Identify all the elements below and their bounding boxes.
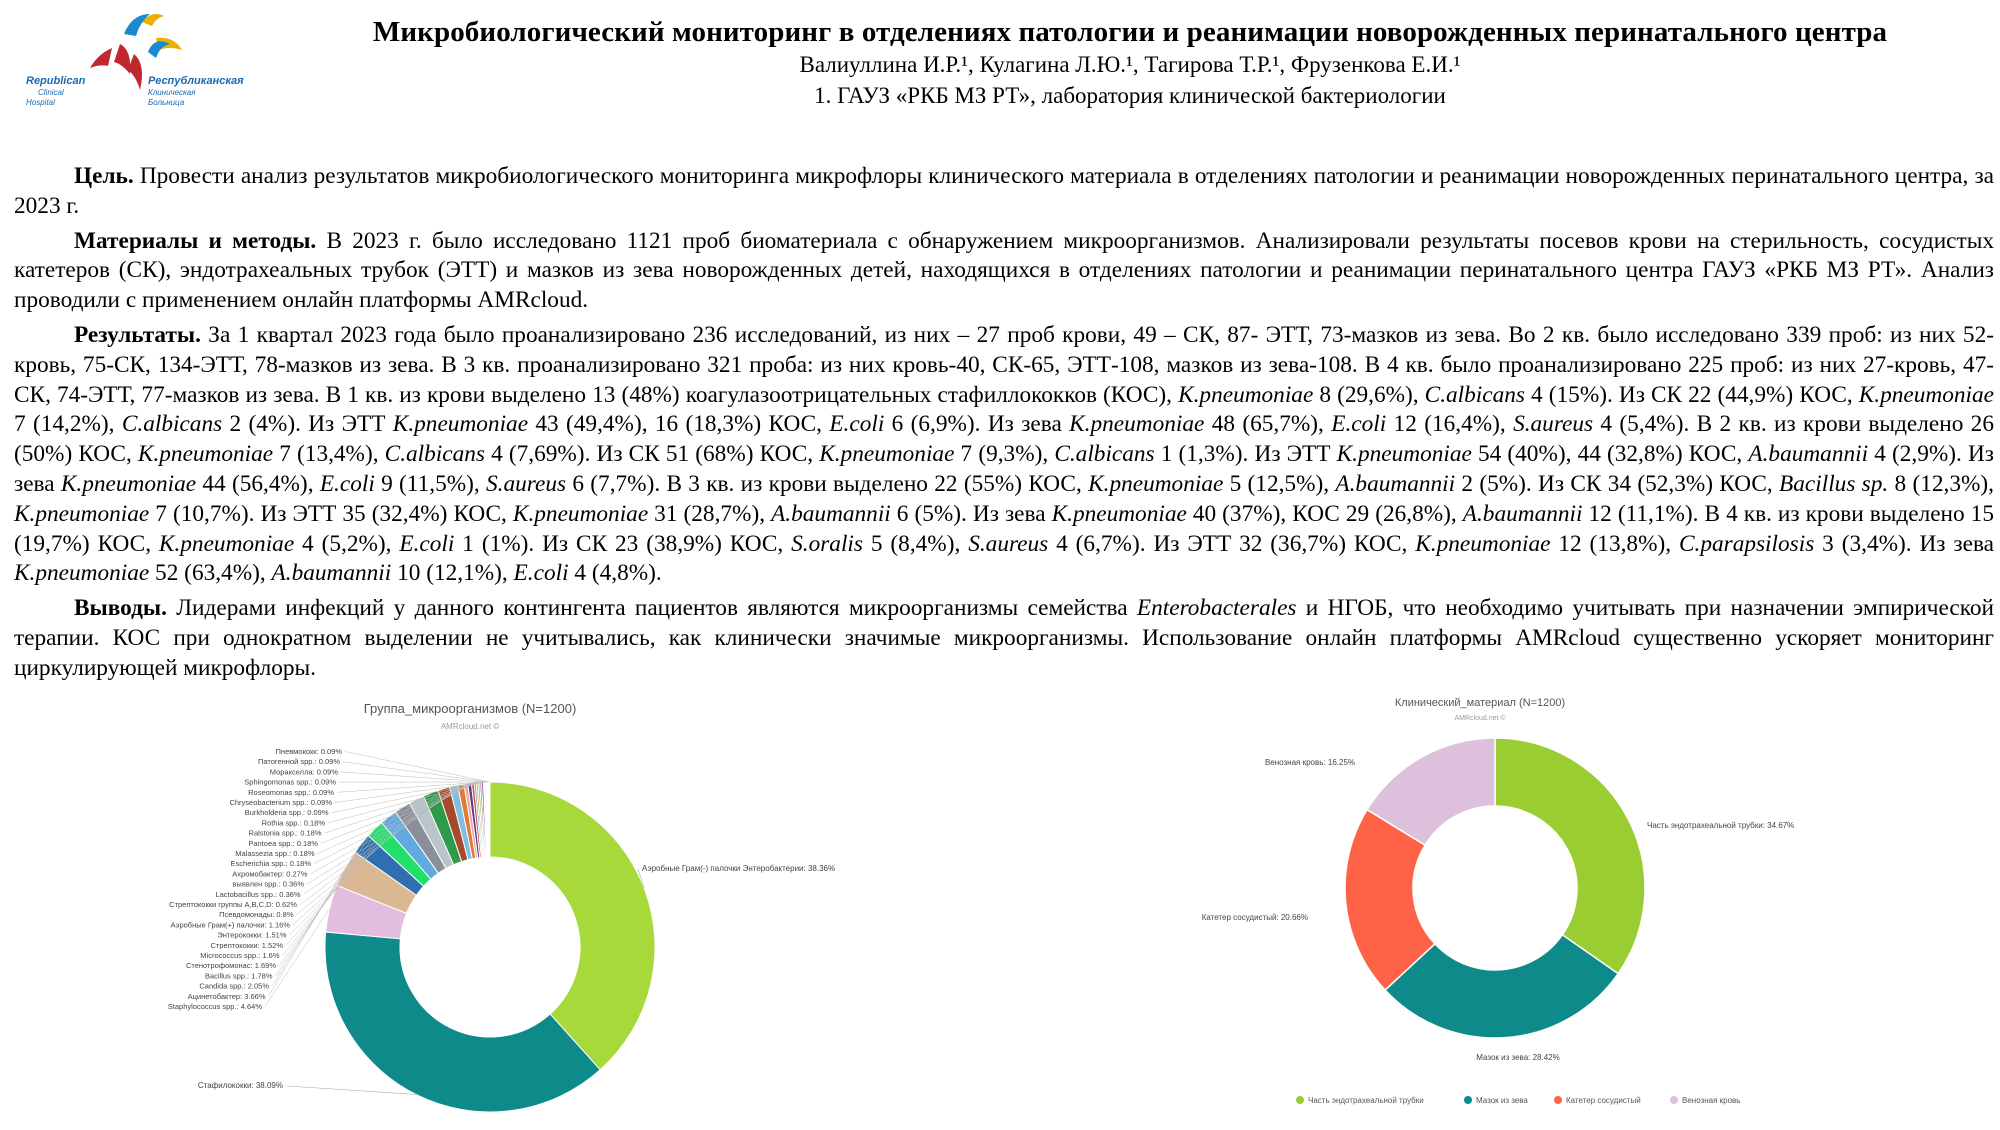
methods-text: В 2023 г. было исследовано 1121 проб биоматериала с обнаружением микроорганизмов. Анализировали результаты посевов крови на стерильность, сосудистых катетеров (СК), эндотрахеальных трубок (ЭТТ) и мазков из зева новорожденных детей, находящихся в отделениях патологии и реанимации перинатального центра ГАУЗ «РКБ МЗ РТ». Анализ проводили с применением онлайн платформы AMRcloud. <box>14 228 1994 314</box>
slice-label: Bacillus spp.: 1.78% <box>205 971 273 980</box>
leader-line <box>343 762 489 782</box>
slice-label: Staphylococcus spp.: 4.64% <box>168 1002 263 1011</box>
legend-swatch <box>1554 1096 1562 1104</box>
species-name: A.baumannii <box>771 501 891 527</box>
text-run: 12 (11,1%). В 4 кв. из крови выделено 15 (19,7%) КОС, <box>14 501 1994 557</box>
slice-label: Malassezia spp.: 0.18% <box>235 849 315 858</box>
slice-label: Стенотрофомонас: 1.69% <box>186 961 276 970</box>
chart-title: Клинический_материал (N=1200) <box>1395 697 1565 709</box>
aim-label: Цель. <box>74 163 134 189</box>
text-run: 1 (1%). Из СК 23 (38,9%) КОС, <box>454 531 791 557</box>
text-run: 9 (11,5%), <box>375 471 486 497</box>
species-name: C.albicans <box>122 411 222 437</box>
text-run: 4 (4,8%). <box>569 560 662 586</box>
slice-label: Sphingomonas spp.: 0.09% <box>244 778 336 787</box>
clinical-material-chart <box>1200 688 1920 1118</box>
logo-text-ru-3: Больница <box>148 98 185 107</box>
slice-label: Rothia spp.: 0.18% <box>262 818 326 827</box>
text-run: 31 (28,7%), <box>648 501 771 527</box>
text-run: 7 (10,7%). Из ЭТТ 35 (32,4%) КОС, <box>149 501 513 527</box>
species-name: A.baumannii <box>1748 441 1868 467</box>
species-name: S.aureus <box>968 531 1048 557</box>
slice-label: Стафилококки: 38.09% <box>198 1081 283 1090</box>
aim-text: Провести анализ результатов микробиологического мониторинга микрофлоры клинического материала в отделениях патологии и реанимации новорожденных перинатального центра, за 2023 г. <box>14 163 1994 219</box>
affiliation: 1. ГАУЗ «РКБ МЗ РТ», лаборатория клинической бактериологии <box>280 80 1980 112</box>
legend-swatch <box>1464 1096 1472 1104</box>
logo-text-en-2: Clinical <box>38 88 64 97</box>
text-run: 12 (13,8%), <box>1550 531 1679 557</box>
species-name: K.pneumoniae <box>61 471 196 497</box>
logo-emblem <box>24 4 254 114</box>
text-run: и НГОБ, что необходимо учитывать при назначении эмпирической терапии. КОС при однократном выделении не учитывались, как клинически значимые микроорганизмы. Использование онлайн платформы AMRcloud существенно ускоряет мониторинг циркулирующей микрофлоры. <box>14 595 1994 681</box>
slice-label: Chryseobacterium spp.: 0.09% <box>229 798 332 807</box>
slice-label: Стрептококки: 1.52% <box>211 941 284 950</box>
text-run: 6 (6,9%). Из зева <box>884 411 1069 437</box>
conclusions-paragraph <box>14 594 1994 683</box>
slice-label: Аэробные Грам(+) палочки: 1.16% <box>170 920 290 929</box>
text-run: Лидерами инфекций у данного контингента пациентов являются микроорганизмы семейства <box>167 595 1137 621</box>
species-name: K.pneumoniae <box>14 560 149 586</box>
species-name: K.pneumoniae <box>1088 471 1223 497</box>
legend-swatch <box>1296 1096 1304 1104</box>
slice-label: Моракселла: 0.09% <box>270 767 339 776</box>
text-run: 3 (3,4%). Из зева <box>1814 531 1994 557</box>
slice-label: Стрептококки группы A,B,C,D: 0.62% <box>169 900 297 909</box>
paper-header <box>280 14 1980 112</box>
species-name: Bacillus sp. <box>1779 471 1888 497</box>
species-name: C.albicans <box>385 441 485 467</box>
species-name: A.baumannii <box>1335 471 1455 497</box>
text-run: 4 (6,7%). Из ЭТТ 32 (36,7%) КОС, <box>1048 531 1415 557</box>
aim-paragraph <box>14 162 1994 222</box>
chart-subtitle: AMRcloud.net © <box>441 722 499 731</box>
text-run: 7 (9,3%), <box>954 441 1054 467</box>
species-name: E.coli <box>399 531 454 557</box>
species-name: K.pneumoniae <box>393 411 528 437</box>
slice-label: Micrococcus spp.: 1.6% <box>200 951 280 960</box>
text-run: 54 (40%), 44 (32,8%) КОС, <box>1472 441 1749 467</box>
leader-line <box>287 1086 416 1094</box>
abstract-body <box>14 162 1994 689</box>
slice-label: Burkholderia spp.: 0.09% <box>245 808 329 817</box>
text-run: 4 (5,4%). В 2 кв. из крови выделено 26 (50%) КОС, <box>14 411 1994 467</box>
species-name: Enterobacterales <box>1137 595 1297 621</box>
text-run: 5 (12,5%), <box>1223 471 1335 497</box>
species-name: K.pneumoniae <box>138 441 273 467</box>
slice-label: Энтерококки: 1.51% <box>217 931 286 940</box>
species-name: K.pneumoniae <box>1859 382 1994 408</box>
slice-label: Roseomonas spp.: 0.09% <box>248 788 334 797</box>
species-name: K.pneumoniae <box>1069 411 1204 437</box>
hospital-logo <box>24 4 254 114</box>
clinical-material-donut <box>1200 688 1920 1118</box>
slice-label: Псевдомонады: 0.8% <box>219 910 294 919</box>
results-text <box>14 322 1994 586</box>
slice-label: выявлен spp.: 0.36% <box>232 880 304 889</box>
legend-label: Катетер сосудистый <box>1566 1096 1641 1105</box>
species-name: E.coli <box>1331 411 1386 437</box>
slice-label: Катетер сосудистый: 20.66% <box>1202 913 1308 922</box>
slice-label: Pantoea spp.: 0.18% <box>248 839 318 848</box>
text-run: 7 (13,4%), <box>273 441 385 467</box>
pie-slice <box>489 782 490 857</box>
slice-label: Аэробные Грам(-) палочки Энтеробактерии: 38.36% <box>642 864 835 873</box>
text-run: 6 (5%). Из зева <box>891 501 1052 527</box>
slice-label: Часть эндотрахеальной трубки: 34.67% <box>1647 821 1794 830</box>
author-list: Валиуллина И.Р.¹, Кулагина Л.Ю.¹, Тагирова Т.Р.¹, Фрузенкова Е.И.¹ <box>280 50 1980 80</box>
text-run: 4 (5,2%), <box>294 531 399 557</box>
text-run: 48 (65,7%), <box>1204 411 1331 437</box>
text-run: 44 (56,4%), <box>196 471 320 497</box>
text-run: За 1 квартал 2023 года было проанализировано 236 исследований, из них – 27 проб крови, 49 – СК, 87- ЭТТ, 73-мазков из зева. Во 2 кв. было исследовано 339 проб: из них 52-кровь, 75-СК, 134-ЭТТ, 78-мазков из зева. В 3 кв. проанализировано 321 проба: из них кровь-40, СК-65, ЭТТ-108, мазков из зева-108. В 4 кв. было проанализировано 225 проб: из них 27-кровь, 47-СК, 74-ЭТТ, 77-мазков из зева. В 1 кв. из крови выделено 13 (48%) коагулазоотрицательных стафиллококков (КОС), <box>14 322 1994 408</box>
conclusions-label: Выводы. <box>74 595 167 621</box>
methods-label: Материалы и методы. <box>74 228 316 254</box>
species-name: A.baumannii <box>1463 501 1583 527</box>
text-run: 4 (15%). Из СК 22 (44,9%) КОС, <box>1525 382 1859 408</box>
chart-title: Группа_микроорганизмов (N=1200) <box>364 701 577 716</box>
slice-label: Ralstonia spp.: 0.18% <box>249 829 322 838</box>
species-name: S.aureus <box>486 471 566 497</box>
species-name: C.parapsilosis <box>1679 531 1814 557</box>
text-run: 8 (12,3%), <box>1888 471 1994 497</box>
slice-label: Ахромобактер: 0.27% <box>232 869 308 878</box>
species-name: K.pneumoniae <box>1178 382 1313 408</box>
conclusions-text <box>14 595 1994 681</box>
text-run: 7 (14,2%), <box>14 411 122 437</box>
species-name: C.albicans <box>1054 441 1154 467</box>
results-label: Результаты. <box>74 322 201 348</box>
slice-label: Мазок из зева: 28.42% <box>1476 1053 1559 1062</box>
slice-label: Патогенной spp.: 0.09% <box>258 757 340 766</box>
text-run: 43 (49,4%), 16 (18,3%) КОС, <box>528 411 829 437</box>
methods-paragraph <box>14 227 1994 316</box>
text-run: 2 (4%). Из ЭТТ <box>222 411 393 437</box>
text-run: 12 (16,4%), <box>1386 411 1513 437</box>
text-run: 2 (5%). Из СК 34 (52,3%) КОС, <box>1455 471 1779 497</box>
results-paragraph <box>14 321 1994 589</box>
logo-text-ru-1: Республиканская <box>148 75 244 87</box>
pie-slice <box>490 782 655 1070</box>
text-run: 8 (29,6%), <box>1313 382 1424 408</box>
paper-title: Микробиологический мониторинг в отделениях патологии и реанимации новорожденных перинатального центра <box>280 14 1980 50</box>
text-run: 52 (63,4%), <box>149 560 271 586</box>
text-run: 10 (12,1%), <box>391 560 513 586</box>
pie-slice <box>1495 738 1645 974</box>
logo-text-en-3: Hospital <box>26 98 55 107</box>
legend-swatch <box>1670 1096 1678 1104</box>
microorganism-group-chart <box>120 695 920 1125</box>
species-name: K.pneumoniae <box>513 501 648 527</box>
leader-line <box>345 752 490 783</box>
species-name: S.aureus <box>1513 411 1593 437</box>
legend-label: Венозная кровь <box>1682 1096 1740 1105</box>
species-name: E.coli <box>320 471 375 497</box>
species-name: A.baumannii <box>272 560 392 586</box>
text-run: 4 (2,9%). Из зева <box>14 441 1994 497</box>
species-name: K.pneumoniae <box>1337 441 1472 467</box>
species-name: E.coli <box>514 560 569 586</box>
text-run: 1 (1,3%). Из ЭТТ <box>1155 441 1337 467</box>
logo-text-ru-2: Клиническая <box>148 88 196 97</box>
slice-label: Ацинетобактер: 3.66% <box>188 992 266 1001</box>
legend-label: Часть эндотрахеальной трубки <box>1308 1096 1424 1105</box>
logo-text-en-1: Republican <box>26 75 86 87</box>
species-name: K.pneumoniae <box>159 531 294 557</box>
slice-label: Lactobacillus spp.: 0.36% <box>215 890 300 899</box>
slice-label: Венозная кровь: 16.25% <box>1265 758 1355 767</box>
text-run: 4 (7,69%). Из СК 51 (68%) КОС, <box>485 441 819 467</box>
slice-label: Candida spp.: 2.05% <box>199 982 269 991</box>
slice-label: Escherichia spp.: 0.18% <box>231 859 312 868</box>
microorganism-group-donut <box>120 695 920 1125</box>
species-name: C.albicans <box>1425 382 1525 408</box>
text-run: 6 (7,7%). В 3 кв. из крови выделено 22 (55%) КОС, <box>566 471 1088 497</box>
species-name: K.pneumoniae <box>1415 531 1550 557</box>
text-run: 5 (8,4%), <box>863 531 968 557</box>
legend-label: Мазок из зева <box>1476 1096 1528 1105</box>
text-run: 40 (37%), КОС 29 (26,8%), <box>1187 501 1463 527</box>
species-name: K.pneumoniae <box>819 441 954 467</box>
chart-subtitle: AMRcloud.net © <box>1454 714 1506 722</box>
species-name: K.pneumoniae <box>1052 501 1187 527</box>
species-name: E.coli <box>829 411 884 437</box>
slice-label: Пневмококк: 0.09% <box>276 747 343 756</box>
species-name: S.oralis <box>791 531 863 557</box>
species-name: K.pneumoniae <box>14 501 149 527</box>
